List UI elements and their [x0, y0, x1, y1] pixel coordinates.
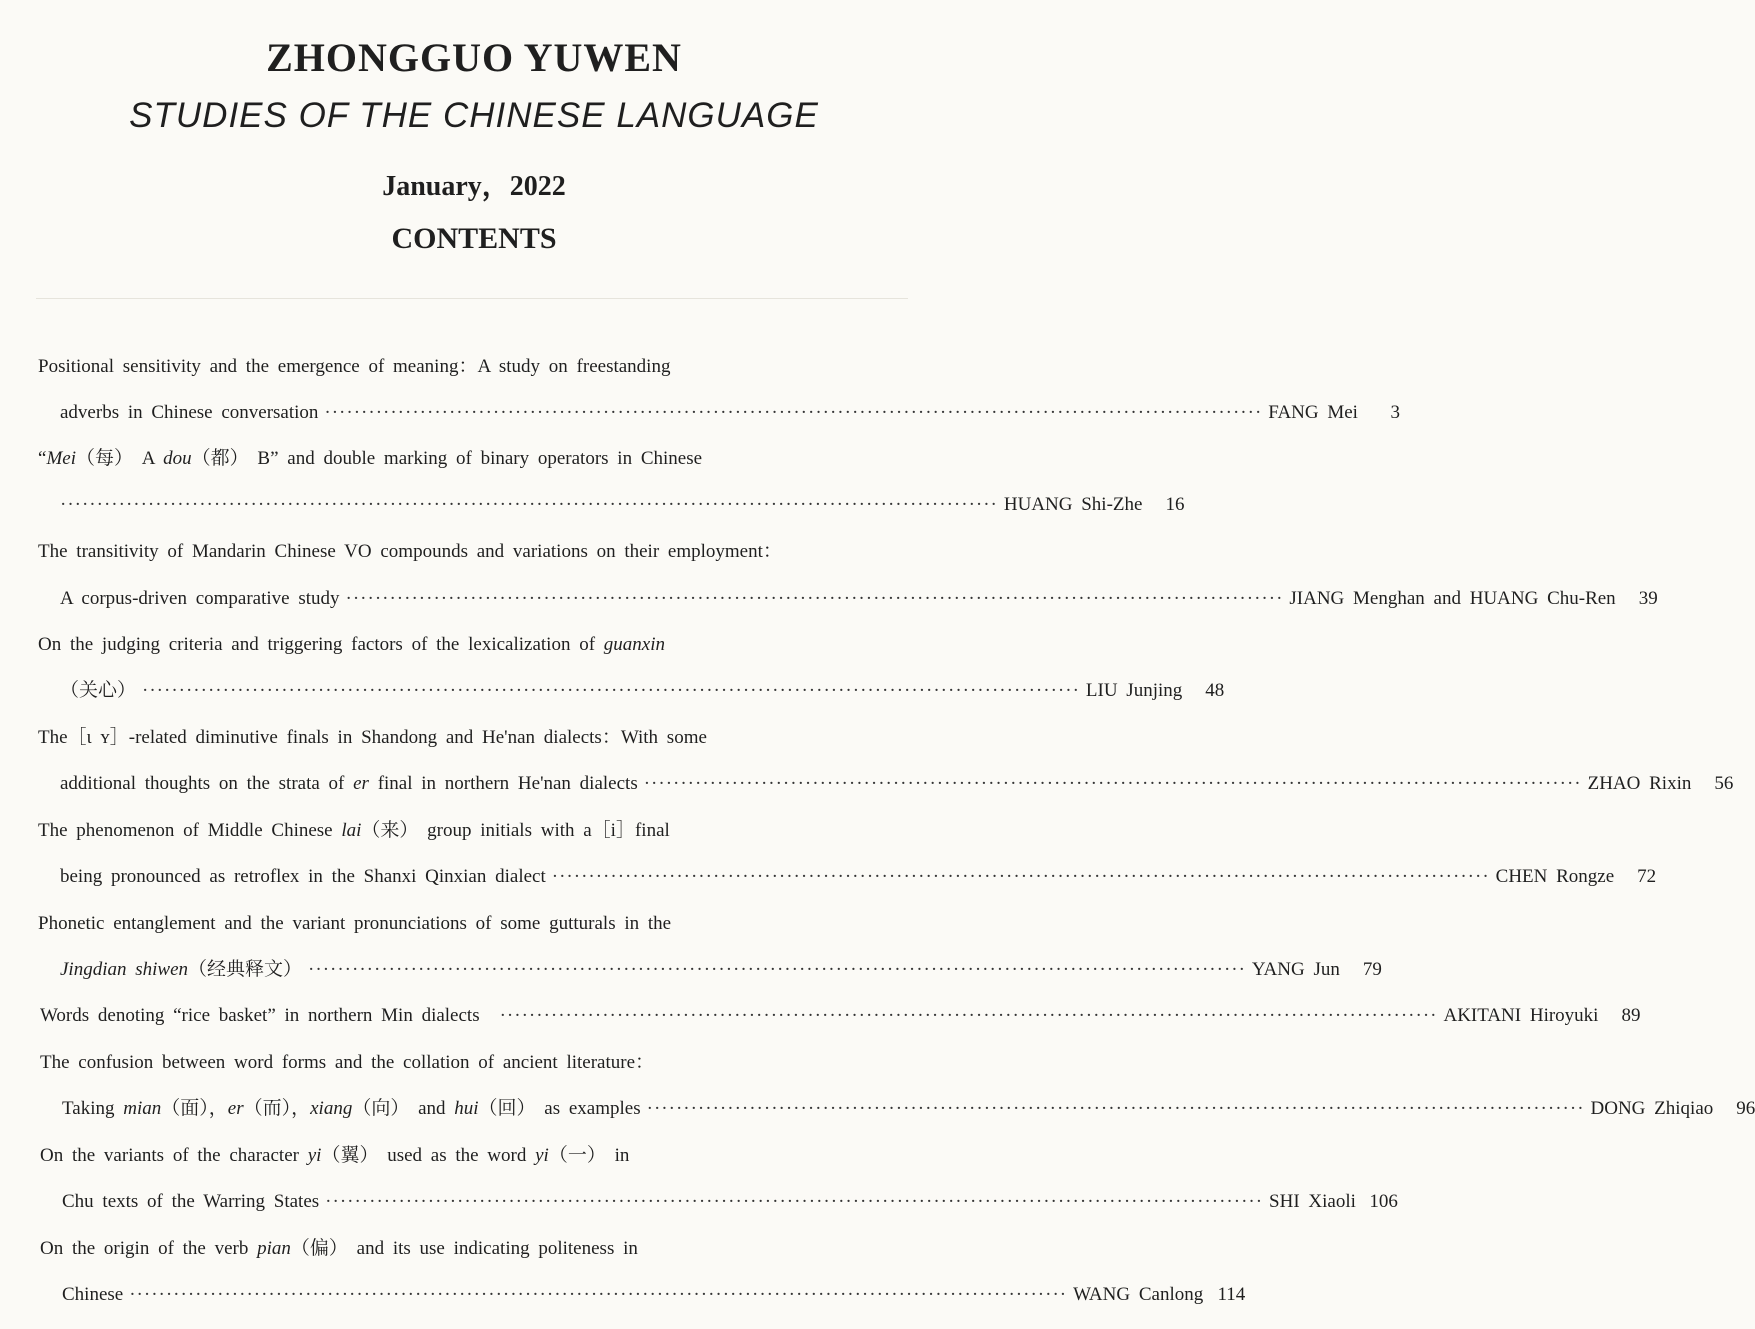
italic-term: er	[353, 773, 369, 794]
entry-title-line	[40, 1144, 629, 1168]
journal-subtitle: STUDIES OF THE CHINESE LANGUAGE	[129, 96, 819, 135]
entry-author: LIU Junjing	[1085, 680, 1183, 701]
entry-page: 72	[1637, 866, 1657, 887]
leader-dots: ································································································································	[646, 1098, 1585, 1119]
entry-page: 16	[1165, 494, 1185, 515]
entry-author: YANG Jun	[1251, 959, 1340, 980]
entry-title-line	[40, 1237, 638, 1261]
text-fragment: （回） as examples	[478, 1098, 641, 1119]
italic-term: Mei	[46, 448, 76, 469]
entry-page: 48	[1205, 680, 1225, 701]
text-fragment: （都） B” and double marking of binary operators in Chinese	[191, 448, 703, 469]
leader-dots: ································································································································	[60, 494, 998, 515]
italic-term: dou	[163, 448, 192, 469]
entry-title-line: The confusion between word forms and the collation of ancient literature：	[40, 1052, 655, 1073]
entry-author: CHEN Rongze	[1495, 866, 1615, 887]
entry-title-line: Phonetic entanglement and the variant pronunciations of some gutturals in the	[38, 913, 672, 934]
entry-author: DONG Zhiqiao	[1590, 1098, 1714, 1119]
entry-author: FANG Mei	[1268, 402, 1358, 423]
text-fragment: （偏） and its use indicating politeness in	[290, 1238, 638, 1259]
entry-title-continued	[60, 958, 302, 982]
entry-page: 56	[1714, 773, 1734, 794]
leader-dots: ································································································································	[499, 1005, 1438, 1026]
italic-term: guanxin	[603, 634, 666, 655]
leader-dots: ································································································································	[308, 959, 1246, 980]
entry-page: 106	[1369, 1191, 1398, 1212]
contents-heading: CONTENTS	[391, 222, 557, 255]
text-fragment: （每） A	[75, 448, 164, 469]
leader-dots: ································································································································	[142, 680, 1080, 701]
text-fragment: On the variants of the character	[40, 1145, 308, 1166]
header-divider	[36, 298, 908, 299]
entry-title-line	[38, 447, 702, 471]
entry-title-continued	[62, 1097, 641, 1121]
italic-term: pian	[257, 1238, 291, 1259]
entry-page: 39	[1638, 588, 1658, 609]
text-fragment: Taking	[62, 1098, 124, 1119]
leader-dots: ································································································································	[345, 588, 1284, 609]
entry-title-continued: Chinese	[62, 1284, 124, 1305]
text-fragment: additional thoughts on the strata of	[60, 773, 354, 794]
text-fragment: （经典释文）	[188, 959, 303, 980]
text-fragment: （来） group initials with a［i］final	[361, 820, 670, 841]
leader-dots: ································································································································	[324, 402, 1263, 423]
italic-term: yi	[535, 1145, 549, 1166]
entry-author: WANG Canlong	[1073, 1284, 1204, 1305]
italic-term: mian	[123, 1098, 162, 1119]
entry-page: 79	[1362, 959, 1382, 980]
text-fragment: （面），	[161, 1098, 228, 1119]
entry-line	[40, 1004, 1641, 1028]
text-fragment: （翼） used as the word	[321, 1145, 536, 1166]
issue-date: January，2022	[382, 171, 566, 202]
leader-dots: ································································································································	[643, 773, 1582, 794]
leader-dots: ································································································································	[129, 1284, 1068, 1305]
entry-page: 114	[1217, 1284, 1246, 1305]
entry-line	[62, 1283, 1246, 1307]
entry-line	[60, 401, 1400, 425]
italic-term: lai	[341, 820, 362, 841]
italic-term: yi	[307, 1145, 322, 1166]
entry-title-line: Positional sensitivity and the emergence of meaning：A study on freestanding	[38, 356, 671, 377]
text-fragment: “	[38, 448, 47, 469]
entry-title-line	[38, 633, 665, 657]
leader-dots: ································································································································	[325, 1191, 1264, 1212]
text-fragment: （而），	[243, 1098, 311, 1119]
italic-term: xiang	[310, 1098, 353, 1119]
entry-page: 89	[1621, 1005, 1641, 1026]
entry-title-continued: adverbs in Chinese conversation	[60, 402, 319, 423]
entry-line	[60, 958, 1382, 982]
entry-author: SHI Xiaoli	[1269, 1191, 1356, 1212]
text-fragment: On the origin of the verb	[40, 1238, 258, 1259]
entry-title-line: The［ɩ ʏ］-related diminutive finals in Shandong and He'nan dialects：With some	[38, 727, 707, 748]
italic-term: er	[227, 1098, 244, 1119]
entry-line	[62, 1190, 1398, 1214]
entry-author: ZHAO Rixin	[1587, 773, 1692, 794]
entry-line	[62, 1097, 1755, 1121]
journal-title: ZHONGGUO YUWEN	[266, 35, 682, 80]
text-fragment: （一） in	[548, 1145, 630, 1166]
entry-title-continued	[60, 772, 638, 796]
entry-line	[60, 772, 1734, 796]
entry-page: 3	[1390, 402, 1400, 423]
entry-title: Words denoting “rice basket” in northern Min dialects	[40, 1005, 480, 1026]
entry-line	[60, 493, 1185, 517]
entry-title-continued: Chu texts of the Warring States	[62, 1191, 320, 1212]
entry-title-continued: A corpus-driven comparative study	[60, 588, 340, 609]
entry-line	[60, 587, 1658, 611]
text-fragment: The phenomenon of Middle Chinese	[38, 820, 342, 841]
entry-title-continued: being pronounced as retroflex in the Shanxi Qinxian dialect	[60, 866, 546, 887]
entry-page: 96	[1736, 1098, 1755, 1119]
entry-title-line	[38, 819, 670, 843]
entry-author: HUANG Shi-Zhe	[1003, 494, 1143, 515]
entry-line	[60, 679, 1225, 703]
entry-title-line: The transitivity of Mandarin Chinese VO compounds and variations on their employment：	[38, 541, 782, 562]
italic-term: Jingdian shiwen	[60, 959, 189, 980]
entry-line	[60, 865, 1657, 889]
italic-term: hui	[454, 1098, 479, 1119]
text-fragment: （向） and	[352, 1098, 455, 1119]
entry-title-continued: （关心）	[60, 680, 137, 701]
text-fragment: On the judging criteria and triggering factors of the lexicalization of	[38, 634, 604, 655]
entry-author: JIANG Menghan and HUANG Chu-Ren	[1289, 588, 1616, 609]
entry-author: AKITANI Hiroyuki	[1443, 1005, 1599, 1026]
leader-dots: ································································································································	[551, 866, 1490, 887]
text-fragment: final in northern He'nan dialects	[368, 773, 638, 794]
